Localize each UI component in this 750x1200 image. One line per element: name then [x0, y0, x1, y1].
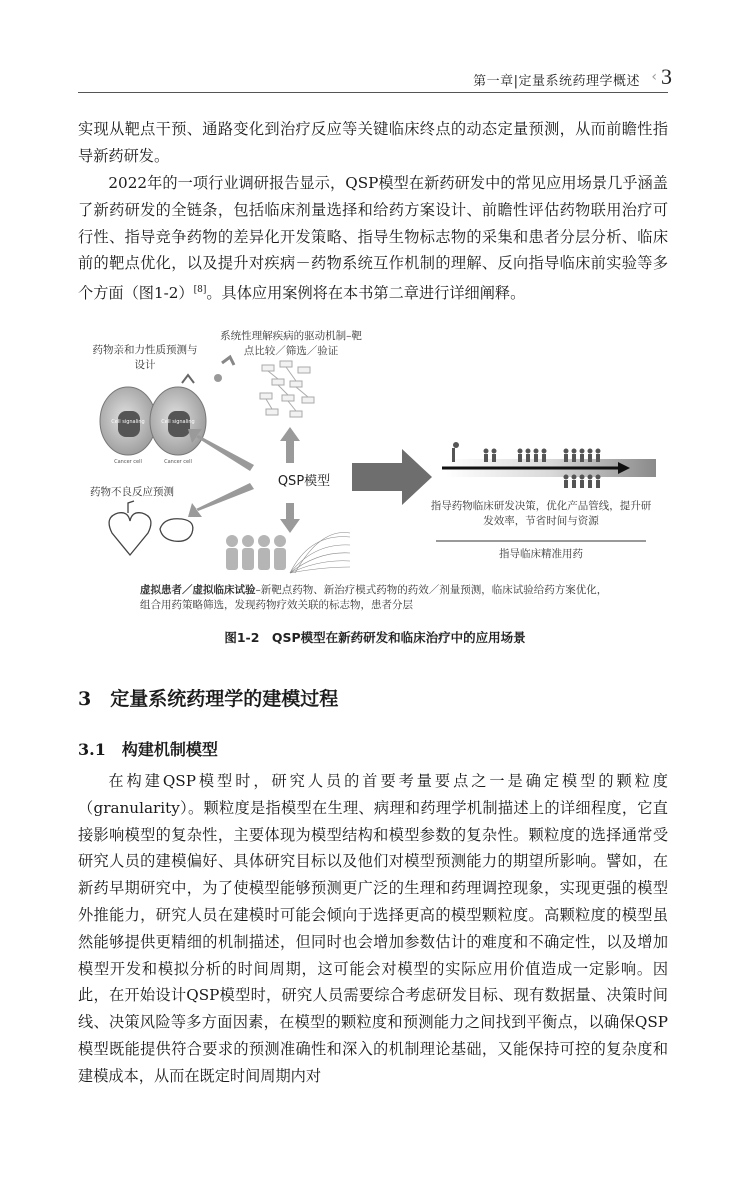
cell-text-1: Cell signaling	[111, 419, 145, 425]
label-virtual-bold: 虚拟患者／虚拟临床试验	[140, 584, 256, 596]
figure-qsp-applications	[90, 323, 660, 623]
arrow-right-development	[352, 449, 432, 505]
simulation-curves	[290, 533, 350, 574]
survey-paragraph	[78, 170, 668, 307]
label-virtual-rest: –新靶点药物、新治疗模式药物的药效／剂量预测，临床试验给药方案优化，组合用药策略筛选，发现药物疗效关联的标志物，患者分层	[140, 584, 608, 611]
cell-caption-2: Cancer cell	[164, 459, 192, 465]
page-number: 3	[661, 64, 672, 89]
arrow-down-virtual	[280, 503, 300, 533]
label-mechanism: 系统性理解疾病的驱动机制–靶点比较／筛选／验证	[220, 330, 362, 357]
subsection-heading: 3.1 构建机制模型	[78, 740, 218, 759]
survey-text: 2022年的一项行业调研报告显示，QSP模型在新药研发中的常见应用场景几乎涵盖了新药研发的全链条，包括临床剂量选择和给药方案设计、前瞻性评估药物联用治疗可行性、指导竞争药物的差异化开发策略、指导生物标志物的采集和患者分层分析、临床前的靶点优化，以及提升对疾病－药物系统互作机制的理解、反向指导临床前实验等多个方面（图1-2）	[78, 174, 668, 303]
arrow-to-affinity	[188, 429, 254, 471]
label-adverse: 药物不良反应预测	[90, 486, 174, 498]
figure-caption: 图1-2 QSP模型在新药研发和临床治疗中的应用场景	[224, 630, 526, 645]
label-affinity: 药物亲和力性质预测与设计	[92, 344, 198, 371]
section-heading: 3 定量系统药理学的建模过程	[78, 688, 339, 710]
label-guide: 指导药物临床研发决策，优化产品管线，提升研发效率，节省时间与资源	[430, 500, 652, 527]
body-paragraph: 在构建QSP模型时，研究人员的首要考量要点之一是确定模型的颗粒度（granularity）。颗粒度是指模型在生理、病理和药理学机制描述上的详细程度，它直接影响模型的复杂性，主要体现为模型结构和模型参数的复杂性。颗粒度的选择通常受研究人员的建模偏好、具体研究目标以及他们对模型预测能力的期望所影响。譬如，在新药早期研究中，为了使模型能够预测更广泛的生理和药理调控现象，实现更强的模型外推能力，研究人员在建模时可能会倾向于选择更高的模型颗粒度。高颗粒度的模型虽然能够提供更精细的机制描述，但同时也会增加参数估计的难度和不确定性，以及增加模型开发和模拟分析的时间周期，这可能会对模型的实际应用价值造成一定影响。因此，在开始设计QSP模型时，研究人员需要综合考虑研发目标、现有数据量、决策时间线、决策风险等多方面因素，在模型的颗粒度和预测能力之间找到平衡点，以确保QSP模型既能提供符合要求的预测准确性和深入的机制理论基础，又能保持可控的复杂度和建模成本，从而在既定时间周期内对	[78, 772, 668, 1085]
virtual-patients-illustration	[226, 535, 286, 570]
cell-text-2: Cell signaling	[161, 419, 195, 425]
label-virtual-patients	[140, 583, 610, 613]
arrow-up-mechanism	[280, 427, 300, 463]
network-diagram	[260, 361, 314, 417]
survey-tail: 。具体应用案例将在本书第二章进行详细阐释。	[206, 284, 526, 303]
running-title: 第一章|定量系统药理学概述	[473, 74, 640, 89]
qsp-center-label: QSP模型	[277, 474, 331, 489]
cell-caption-1: Cancer cell	[114, 459, 142, 465]
header-rule	[78, 92, 668, 93]
citation: [8]	[193, 285, 207, 296]
label-precision: 指导临床精准用药	[499, 548, 583, 560]
chevron-left-icon: ‹	[651, 69, 657, 85]
intro-paragraph: 实现从靶点干预、通路变化到治疗反应等关键临床终点的动态定量预测，从而前瞻性指导新药研发。	[78, 120, 668, 165]
heart-liver-illustration	[109, 501, 193, 555]
